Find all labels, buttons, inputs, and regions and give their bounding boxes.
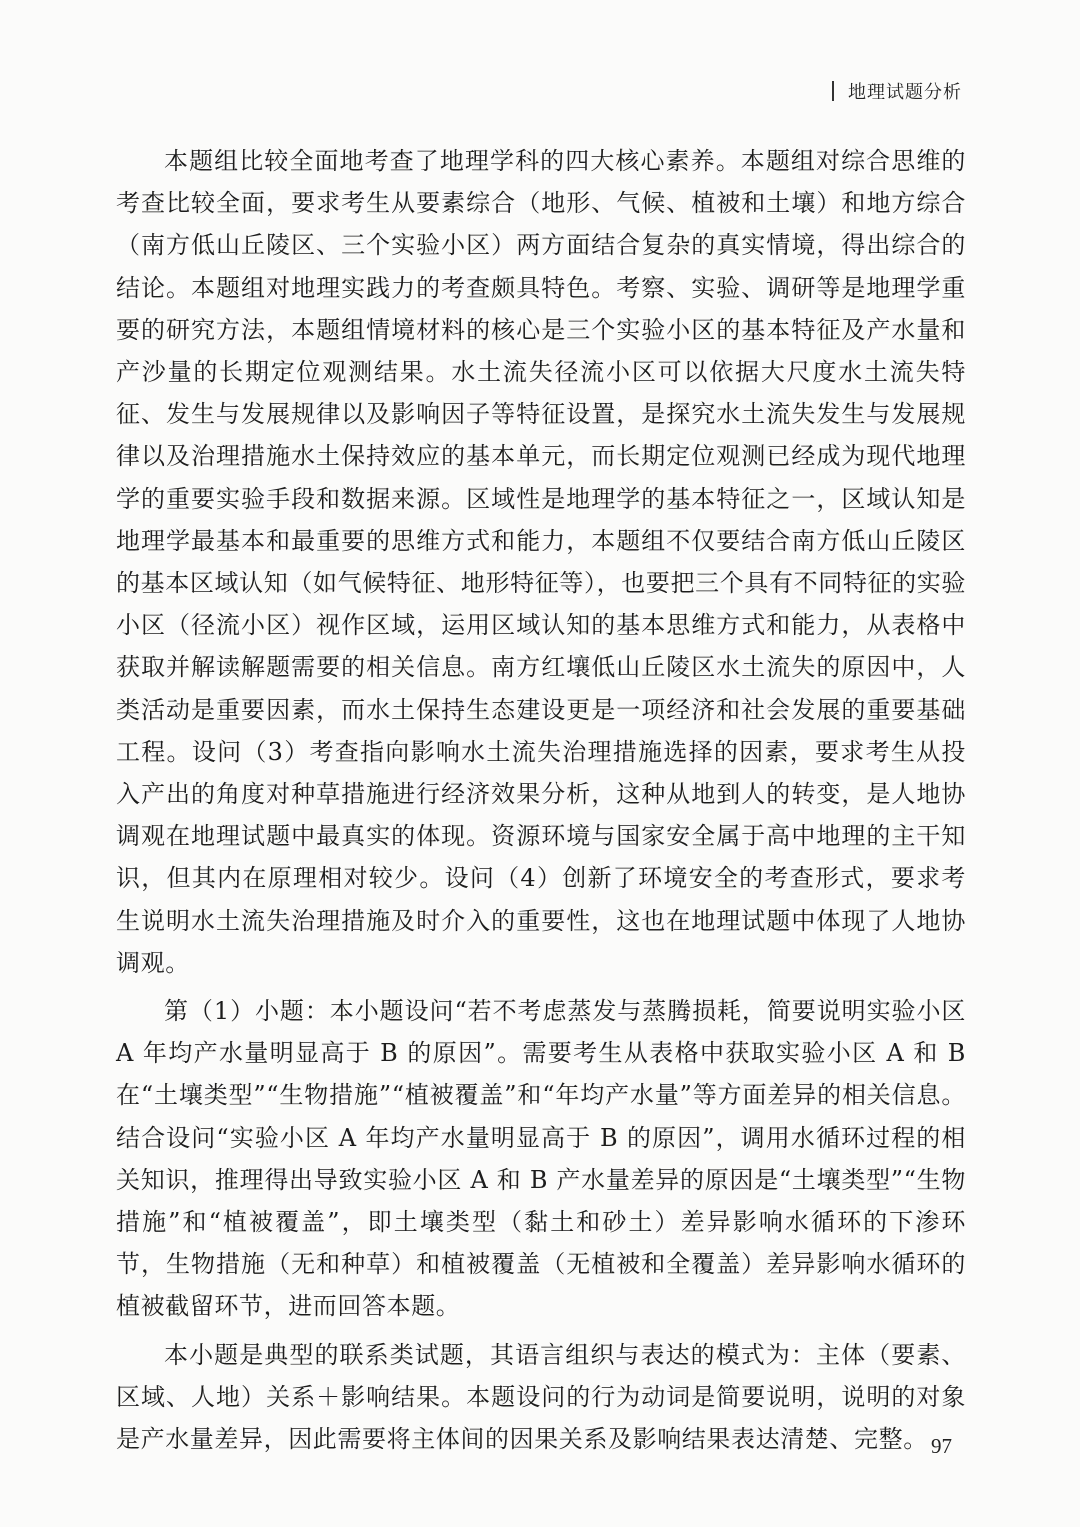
header-divider <box>832 81 834 101</box>
paragraph-question-1: 第（1）小题：本小题设问“若不考虑蒸发与蒸腾损耗，简要说明实验小区 A 年均产水量明显高于 B 的原因”。需要考生从表格中获取实验小区 A 和 B 在“土壤类型”“生物措施”“植被覆盖”和“年均产水量”等方面差异的相关信息。结合设问“实验小区 A 年均产水量明显高于 B 的原因”，调用水循环过程的相关知识，推理得出导致实验小区 A 和 B 产水量差异的原因是“土壤类型”“生物措施”和“植被覆盖”，即土壤类型（黏土和砂土）差异影响水循环的下渗环节，生物措施（无和种草）和植被覆盖（无植被和全覆盖）差异影响水循环的植被截留环节，进而回答本题。 <box>116 997 966 1321</box>
body-text <box>116 140 966 1466</box>
paragraph-analysis: 本题组比较全面地考查了地理学科的四大核心素养。本题组对综合思维的考查比较全面，要求考生从要素综合（地形、气候、植被和土壤）和地方综合（南方低山丘陵区、三个实验小区）两方面结合复杂的真实情境，得出综合的结论。本题组对地理实践力的考查颇具特色。考察、实验、调研等是地理学重要的研究方法，本题组情境材料的核心是三个实验小区的基本特征及产水量和产沙量的长期定位观测结果。水土流失径流小区可以依据大尺度水土流失特征、发生与发展规律以及影响因子等特征设置，是探究水土流失发生与发展规律以及治理措施水土保持效应的基本单元，而长期定位观测已经成为现代地理学的重要实验手段和数据来源。区域性是地理学的基本特征之一，区域认知是地理学最基本和最重要的思维方式和能力，本题组不仅要结合南方低山丘陵区的基本区域认知（如气候特征、地形特征等），也要把三个具有不同特征的实验小区（径流小区）视作区域，运用区域认知的基本思维方式和能力，从表格中获取并解读解题需要的相关信息。南方红壤低山丘陵区水土流失的原因中，人类活动是重要因素，而水土保持生态建设更是一项经济和社会发展的重要基础工程。设问（3）考查指向影响水土流失治理措施选择的因素，要求考生从投入产出的角度对种草措施进行经济效果分析，这种从地到人的转变，是人地协调观在地理试题中最真实的体现。资源环境与国家安全属于高中地理的主干知识，但其内在原理相对较少。设问（4）创新了环境安全的考查形式，要求考生说明水土流失治理措施及时介入的重要性，这也在地理试题中体现了人地协调观。 <box>116 147 966 977</box>
page-number: 97 <box>931 1434 952 1458</box>
section-title: 地理试题分析 <box>848 82 962 103</box>
paragraph-answer-pattern: 本小题是典型的联系类试题，其语言组织与表达的模式为：主体（要素、区域、人地）关系＋影响结果。本题设问的行为动词是简要说明，说明的对象是产水量差异，因此需要将主体间的因果关系及影响结果表达清楚、完整。 <box>116 1340 966 1454</box>
running-header <box>832 78 962 104</box>
